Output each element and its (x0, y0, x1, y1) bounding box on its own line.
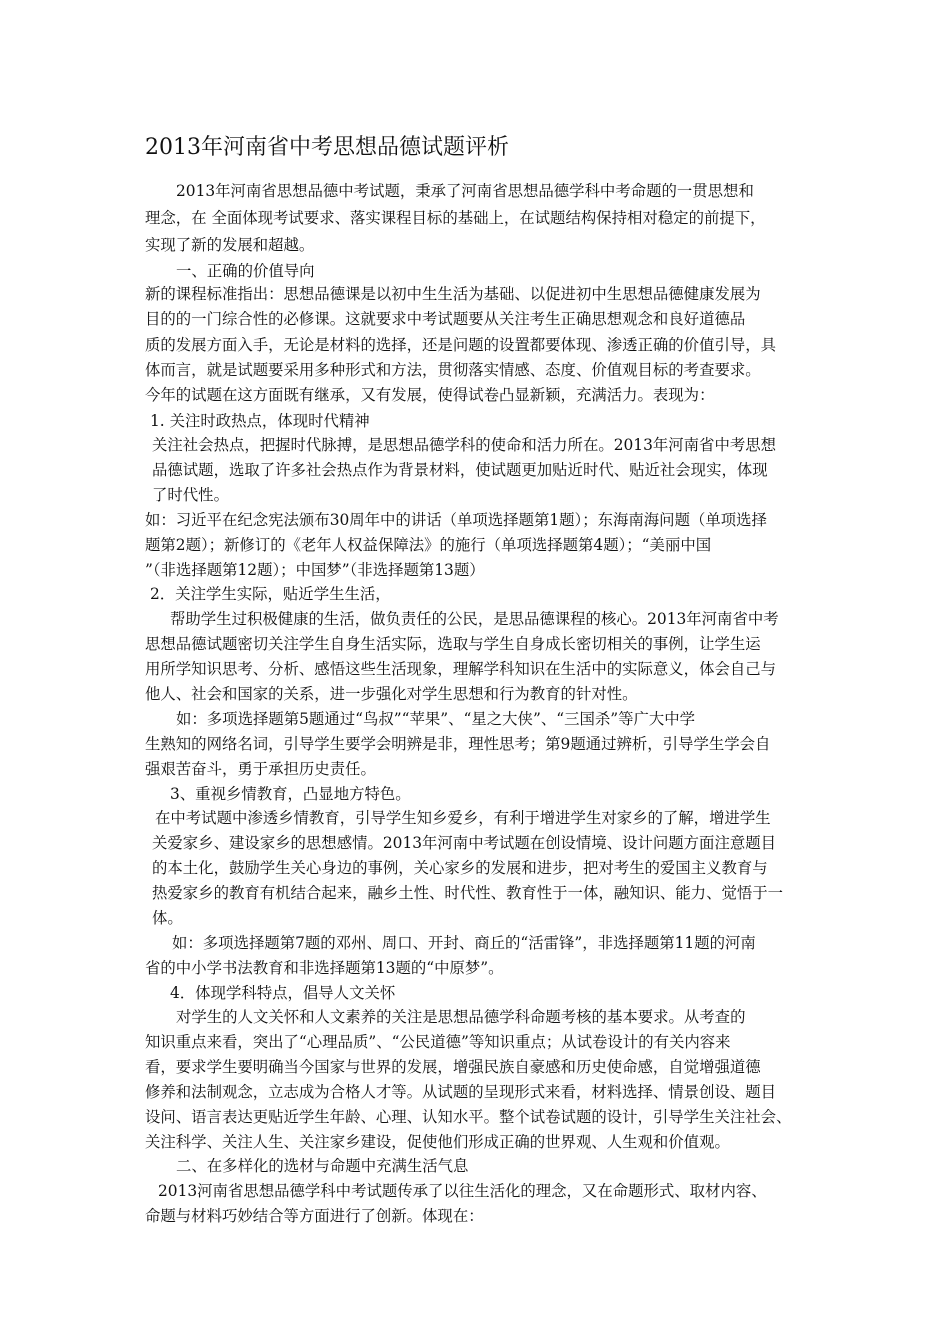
paragraph-line: 目的的一门综合性的必修课。这就要求中考试题要从关注考生正确思想观念和良好道德品 (145, 310, 746, 328)
paragraph-line: 2013河南省思想品德学科中考试题传承了以往生活化的理念，又在命题形式、取材内容、 (158, 1182, 767, 1200)
paragraph-line: 设问、语言表达更贴近学生年龄、心理、认知水平。整个试卷试题的设计，引导学生关注社会、 (145, 1108, 792, 1126)
paragraph-line: 2013年河南省思想品德中考试题，秉承了河南省思想品德学科中考命题的一贯思想和 (176, 182, 754, 200)
paragraph-line: 帮助学生过积极健康的生活，做负责任的公民，是思品德课程的核心。2013年河南省中考 (170, 610, 779, 628)
paragraph-line: 如：习近平在纪念宪法颁布30周年中的讲话（单项选择题第1题）；东海南海问题（单项选择 (145, 511, 767, 529)
paragraph-line: 新的课程标准指出：思想品德课是以初中生生活为基础、以促进初中生思想品德健康发展为 (145, 285, 761, 303)
paragraph-line: 命题与材料巧妙结合等方面进行了创新。体现在： (145, 1207, 484, 1225)
paragraph-line: 了时代性。 (152, 486, 229, 504)
document-title: 2013年河南省中考思想品德试题评析 (145, 135, 509, 160)
paragraph-line: 生熟知的网络名词，引导学生要学会明辨是非，理性思考；第9题通过辨析，引导学生学会自 (145, 735, 771, 753)
paragraph-line: 对学生的人文关怀和人文素养的关注是思想品德学科命题考核的基本要求。从考查的 (176, 1008, 746, 1026)
paragraph-line: 热爱家乡的教育有机结合起来，融乡土性、时代性、教育性于一体，融知识、能力、觉悟于一 (152, 884, 784, 902)
paragraph-line: 品德试题，选取了许多社会热点作为背景材料，使试题更加贴近时代、贴近社会现实，体现 (152, 461, 768, 479)
paragraph-line: 体而言，就是试题要采用多种形式和方法，贯彻落实情感、态度、价值观目标的考查要求。 (145, 361, 761, 379)
paragraph-line: 2．关注学生实际，贴近学生生活， (150, 585, 391, 603)
paragraph-line: 质的发展方面入手，无论是材料的选择，还是问题的设置都要体现、渗透正确的价值引导，具 (145, 336, 777, 354)
paragraph-line: 今年的试题在这方面既有继承，又有发展，使得试卷凸显新颖，充满活力。表现为： (145, 386, 715, 404)
paragraph-line: 在中考试题中渗透乡情教育，引导学生知乡爱乡，有利于增进学生对家乡的了解，增进学生 (155, 809, 771, 827)
paragraph-line: 二、在多样化的选材与命题中充满生活气息 (176, 1157, 469, 1175)
paragraph-line: 3、重视乡情教育，凸显地方特色。 (170, 785, 411, 803)
paragraph-line: 关注社会热点，把握时代脉搏，是思想品德学科的使命和活力所在。2013年河南省中考思想 (152, 436, 777, 454)
paragraph-line: 理念，在 全面体现考试要求、落实课程目标的基础上，在试题结构保持相对稳定的前提下， (145, 209, 766, 227)
paragraph-line: 省的中小学书法教育和非选择题第13题的“中原梦”。 (145, 959, 504, 977)
paragraph-line: 修养和法制观念，立志成为合格人才等。从试题的呈现形式来看，材料选择、情景创设、题目 (145, 1083, 777, 1101)
paragraph-line: 一、正确的价值导向 (176, 262, 315, 280)
paragraph-line: 4．体现学科特点，倡导人文关怀 (170, 984, 396, 1002)
paragraph-line: 用所学知识思考、分析、感悟这些生活现象，理解学科知识在生活中的实际意义，体会自己与 (145, 660, 777, 678)
paragraph-line: 实现了新的发展和超越。 (145, 236, 315, 254)
paragraph-line: 体。 (152, 909, 183, 927)
paragraph-line: 如：多项选择题第5题通过“鸟叔”“苹果”、“星之大侠”、“三国杀”等广大中学 (176, 710, 696, 728)
paragraph-line: ”（非选择题第12题）；中国梦”（非选择题第13题） (145, 561, 485, 579)
paragraph-line: 强艰苦奋斗，勇于承担历史责任。 (145, 760, 376, 778)
paragraph-line: 关注科学、关注人生、关注家乡建设，促使他们形成正确的世界观、人生观和价值观。 (145, 1133, 730, 1151)
paragraph-line: 思想品德试题密切关注学生自身生活实际，选取与学生自身成长密切相关的事例，让学生运 (145, 635, 761, 653)
paragraph-line: 的本土化，鼓励学生关心身边的事例，关心家乡的发展和进步，把对考生的爱国主义教育与 (152, 859, 768, 877)
paragraph-line: 1. 关注时政热点，体现时代精神 (150, 412, 370, 430)
paragraph-line: 知识重点来看，突出了“心理品质”、“公民道德”等知识重点；从试卷设计的有关内容来 (145, 1033, 731, 1051)
paragraph-line: 题第2题）；新修订的《老年人权益保障法》的施行（单项选择题第4题）；“美丽中国 (145, 536, 712, 554)
paragraph-line: 看，要求学生要明确当今国家与世界的发展，增强民族自豪感和历史使命感，自觉增强道德 (145, 1058, 761, 1076)
paragraph-line: 关爱家乡、建设家乡的思想感情。2013年河南中考试题在创设情境、设计问题方面注意题目 (152, 834, 777, 852)
paragraph-line: 如：多项选择题第7题的邓州、周口、开封、商丘的“活雷锋”，非选择题第11题的河南 (172, 934, 756, 952)
paragraph-line: 他人、社会和国家的关系，进一步强化对学生思想和行为教育的针对性。 (145, 685, 638, 703)
